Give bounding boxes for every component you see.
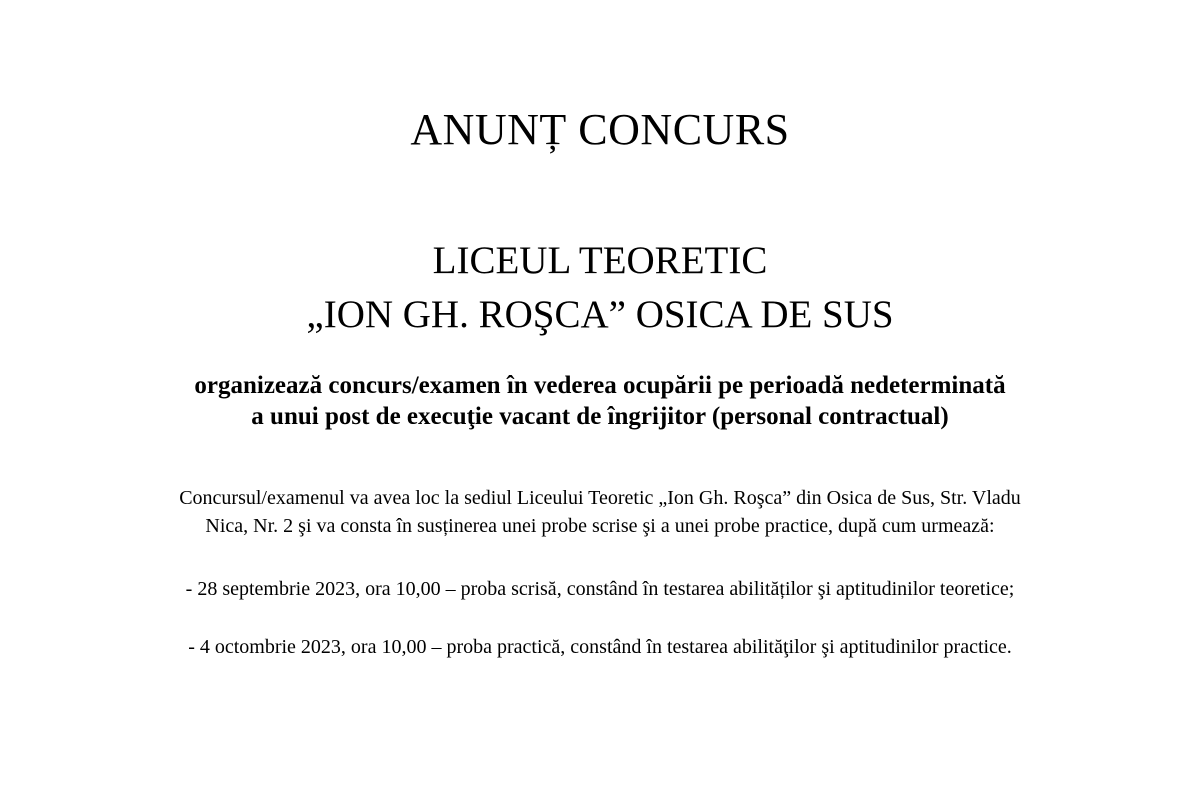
schedule-written-exam: - 28 septembrie 2023, ora 10,00 – proba scrisă, constând în testarea abilităților şi aptitudinilor teoretice;	[185, 578, 1015, 600]
competition-details	[0, 484, 1200, 540]
school-name	[0, 234, 1200, 342]
position-subtitle	[0, 370, 1200, 432]
school-name-line-2: „ION GH. ROŞCA” OSICA DE SUS	[306, 293, 894, 336]
school-name-line-1: LICEUL TEORETIC	[432, 239, 768, 282]
details-line-2: Nica, Nr. 2 şi va consta în susținerea unei probe scrise şi a unei probe practice, după cum urmează:	[205, 515, 995, 537]
subtitle-line-1: organizează concurs/examen în vederea ocupării pe perioadă nedeterminată	[194, 372, 1006, 399]
subtitle-line-2: a unui post de execuţie vacant de îngrijitor (personal contractual)	[251, 403, 949, 430]
announcement-title: ANUNȚ CONCURS	[410, 105, 790, 154]
details-line-1: Concursul/examenul va avea loc la sediul Liceului Teoretic „Ion Gh. Roşca” din Osica de Sus, Str. Vladu	[179, 487, 1021, 509]
schedule-practical-exam: - 4 octombrie 2023, ora 10,00 – proba practică, constând în testarea abilităţilor şi aptitudinilor practice.	[188, 636, 1012, 658]
